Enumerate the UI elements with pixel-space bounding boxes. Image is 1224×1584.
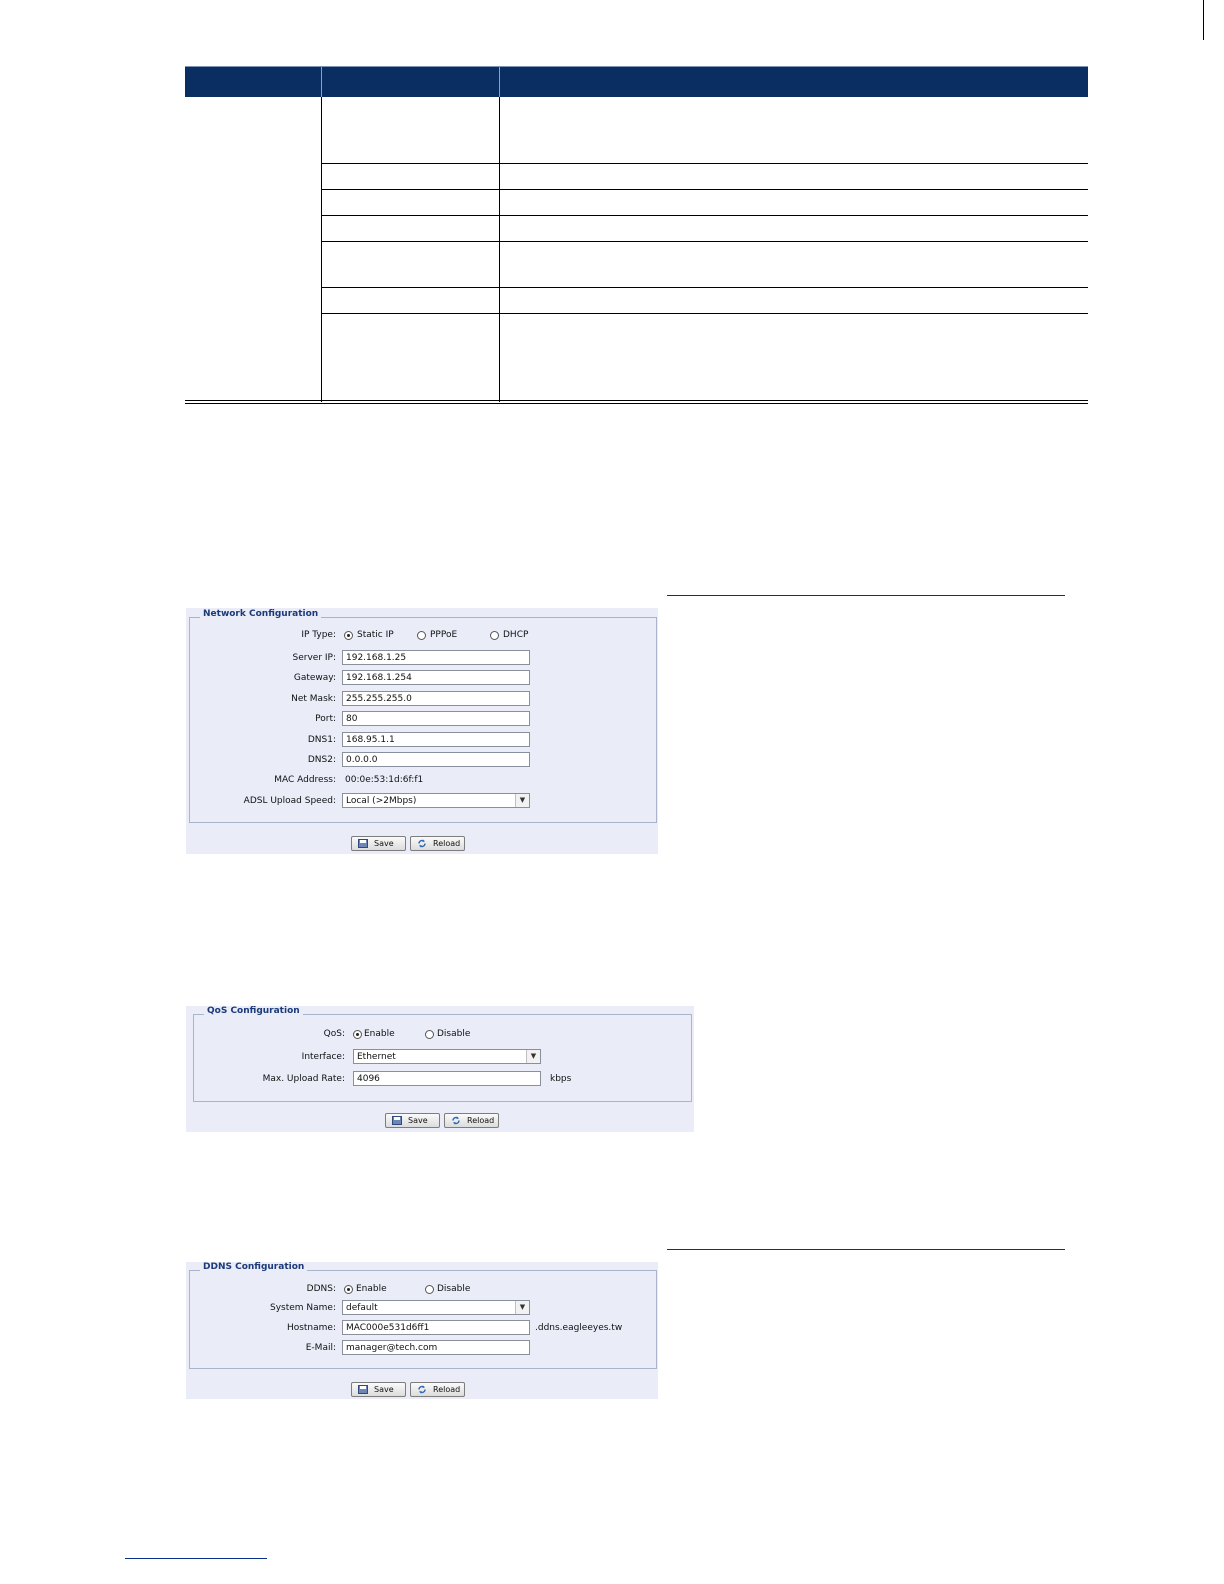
dns1-input[interactable]: 168.95.1.1 — [342, 732, 530, 747]
port-label: Port: — [315, 714, 336, 724]
dns2-label: DNS2: — [307, 755, 336, 765]
ddns-enable-label: Enable — [356, 1284, 387, 1294]
adsl-upload-speed-label: ADSL Upload Speed: — [243, 796, 336, 806]
adsl-upload-speed-value: Local (>2Mbps) — [346, 796, 417, 806]
server-ip-input[interactable]: 192.168.1.25 — [342, 650, 530, 665]
hostname-suffix: .ddns.eagleeyes.tw — [535, 1323, 623, 1333]
ip-type-pppoe-label: PPPoE — [430, 630, 458, 640]
ddns-config-panel — [186, 1262, 658, 1399]
table-body — [185, 97, 1088, 402]
chevron-down-icon[interactable]: ▼ — [526, 1050, 540, 1063]
ip-type-label: IP Type: — [301, 630, 336, 640]
save-icon — [358, 839, 368, 848]
mac-address-label: MAC Address: — [274, 775, 336, 785]
reload-icon — [417, 1385, 427, 1394]
ip-type-static-radio[interactable] — [344, 631, 353, 640]
ddns-reload-button[interactable] — [410, 1382, 465, 1397]
email-label: E-Mail: — [305, 1343, 336, 1353]
ddns-disable-label: Disable — [437, 1284, 471, 1294]
system-name-value: default — [346, 1303, 378, 1313]
dns1-label: DNS1: — [307, 735, 336, 745]
table-header — [185, 66, 1088, 97]
ddns-disable-radio[interactable] — [425, 1285, 434, 1294]
header-divider — [321, 67, 322, 97]
gateway-input[interactable]: 192.168.1.254 — [342, 670, 530, 685]
settings-table — [185, 66, 1088, 402]
reload-icon — [451, 1116, 461, 1125]
netmask-label: Net Mask: — [291, 694, 336, 704]
ddns-save-button[interactable] — [351, 1382, 406, 1397]
server-ip-label: Server IP: — [292, 653, 336, 663]
max-upload-rate-label: Max. Upload Rate: — [262, 1074, 345, 1084]
ddns-save-label: Save — [374, 1385, 394, 1394]
qos-reload-button[interactable] — [444, 1113, 499, 1128]
ddns-enable-radio[interactable] — [344, 1285, 353, 1294]
email-input[interactable]: manager@tech.com — [342, 1340, 530, 1355]
adsl-upload-speed-select[interactable] — [342, 793, 530, 808]
qos-save-label: Save — [408, 1116, 428, 1125]
qos-reload-label: Reload — [467, 1116, 495, 1125]
port-input[interactable]: 80 — [342, 711, 530, 726]
network-config-panel — [186, 608, 658, 854]
column-divider — [321, 97, 322, 402]
save-icon — [358, 1385, 368, 1394]
system-name-select[interactable] — [342, 1300, 530, 1315]
max-upload-rate-input[interactable]: 4096 — [353, 1071, 541, 1086]
reload-icon — [417, 839, 427, 848]
ip-type-dhcp-label: DHCP — [503, 630, 529, 640]
table-bottom-rule — [185, 403, 1088, 404]
save-icon — [392, 1116, 402, 1125]
chevron-down-icon[interactable]: ▼ — [515, 794, 529, 807]
ddns-label: DDNS: — [306, 1284, 336, 1294]
qos-disable-radio[interactable] — [425, 1030, 434, 1039]
gateway-label: Gateway: — [293, 673, 336, 683]
header-divider — [499, 67, 500, 97]
qos-config-legend: QoS Configuration — [204, 1006, 303, 1016]
netmask-input[interactable]: 255.255.255.0 — [342, 691, 530, 706]
dns2-input[interactable]: 0.0.0.0 — [342, 752, 530, 767]
network-save-label: Save — [374, 839, 394, 848]
hostname-label: Hostname: — [286, 1323, 336, 1333]
hostname-input[interactable]: MAC000e531d6ff1 — [342, 1320, 530, 1335]
page-edge-rule — [1203, 0, 1204, 40]
column-divider — [499, 97, 500, 402]
rate-unit-label: kbps — [550, 1074, 572, 1084]
qos-enable-radio[interactable] — [353, 1030, 362, 1039]
ddns-config-legend: DDNS Configuration — [200, 1262, 307, 1272]
footnote-underline — [125, 1558, 267, 1559]
row-divider — [322, 189, 1088, 190]
interface-select[interactable] — [353, 1049, 541, 1064]
qos-disable-label: Disable — [437, 1029, 471, 1039]
qos-enable-label: Enable — [364, 1029, 395, 1039]
row-divider — [322, 287, 1088, 288]
network-config-legend: Network Configuration — [200, 609, 321, 619]
qos-config-panel — [186, 1006, 694, 1132]
ip-type-dhcp-radio[interactable] — [490, 631, 499, 640]
row-divider — [322, 215, 1088, 216]
chevron-down-icon[interactable]: ▼ — [515, 1301, 529, 1314]
qos-label: QoS: — [323, 1029, 345, 1039]
ip-type-static-label: Static IP — [357, 630, 394, 640]
network-reload-button[interactable] — [410, 836, 465, 851]
interface-label: Interface: — [301, 1052, 345, 1062]
qos-save-button[interactable] — [385, 1113, 440, 1128]
row-divider — [322, 163, 1088, 164]
table-bottom-rule — [185, 400, 1088, 401]
mac-address-value: 00:0e:53:1d:6f:f1 — [345, 775, 424, 785]
network-save-button[interactable] — [351, 836, 406, 851]
row-divider — [322, 313, 1088, 314]
row-divider — [322, 241, 1088, 242]
ip-type-pppoe-radio[interactable] — [417, 631, 426, 640]
interface-value: Ethernet — [357, 1052, 396, 1062]
hyperlink-underline[interactable] — [667, 1249, 1065, 1250]
system-name-label: System Name: — [269, 1303, 336, 1313]
network-reload-label: Reload — [433, 839, 461, 848]
ddns-reload-label: Reload — [433, 1385, 461, 1394]
hyperlink-underline[interactable] — [667, 595, 1065, 596]
